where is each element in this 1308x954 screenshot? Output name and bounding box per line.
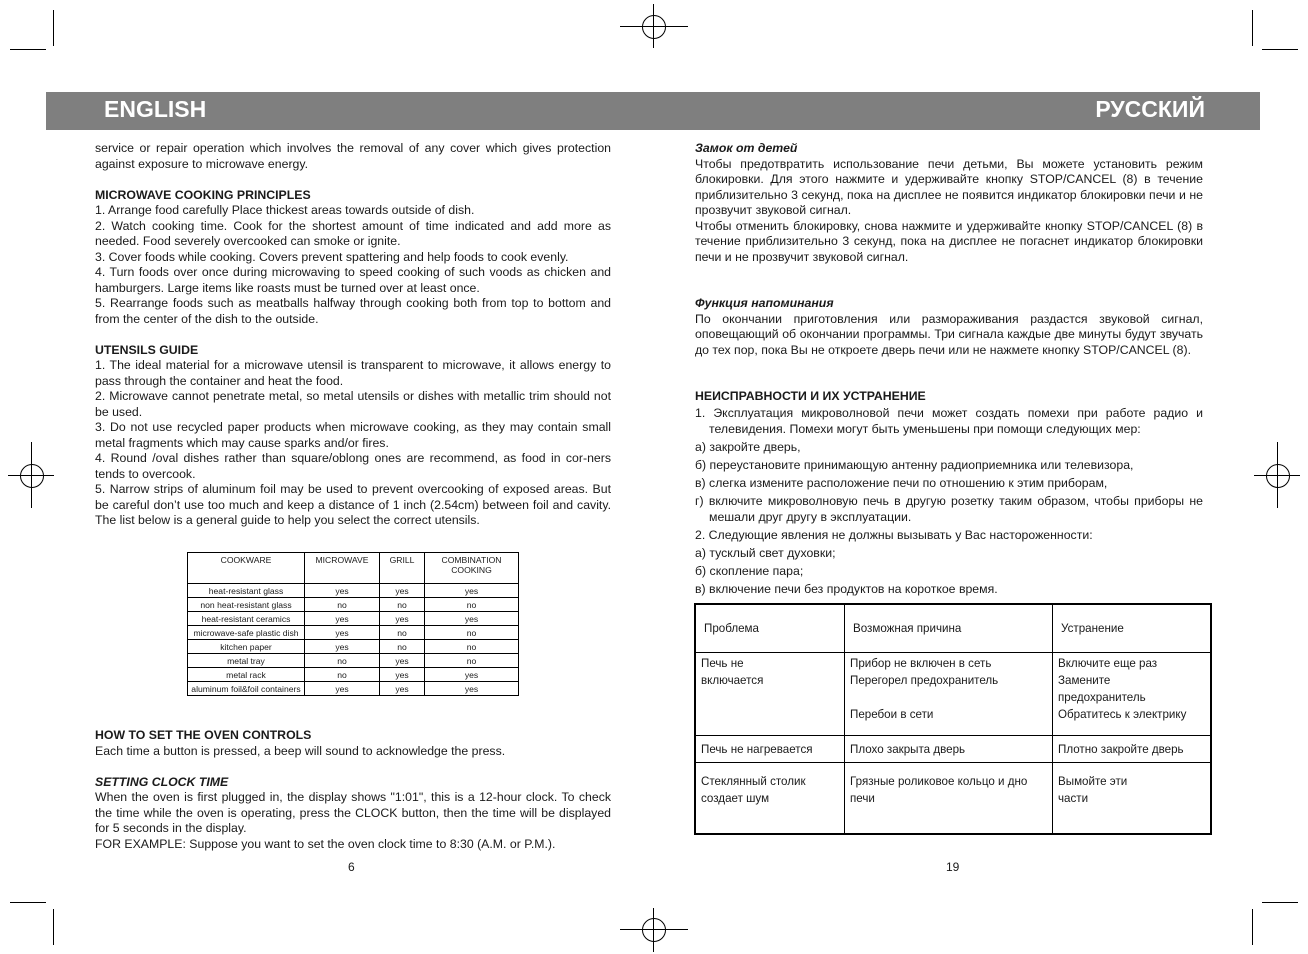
table-cell: yes xyxy=(305,682,380,696)
table-cell: heat-resistant glass xyxy=(188,584,305,598)
column-header: Устранение xyxy=(1053,604,1212,653)
table-cell: no xyxy=(305,598,380,612)
crop-mark xyxy=(10,49,46,50)
utensil-item: 5. Narrow strips of aluminum foil may be used to prevent overcooking of exposed areas. But be careful don’t use too much and keep a distance of 1 inch (2.54cm) between foil and cavity. The list below is a general guide to help you select the correct utensils. xyxy=(95,482,611,527)
table-cell: yes xyxy=(425,682,519,696)
utensil-item: 1. The ideal material for a microwave utensil is transparent to microwave, it allows energy to pass through the container and heat the food. xyxy=(95,358,611,388)
table-cell xyxy=(1053,763,1212,835)
column-header: MICROWAVE xyxy=(305,553,380,584)
troubleshooting-item: 2. Следующие явления не должны вызывать у Вас настороженности: xyxy=(695,527,1093,542)
table-cell: metal tray xyxy=(188,654,305,668)
registration-line xyxy=(620,26,688,27)
registration-line xyxy=(1277,442,1278,508)
page-number-right: 19 xyxy=(946,860,960,874)
table-cell: metal rack xyxy=(188,668,305,682)
table-cell: yes xyxy=(305,640,380,654)
cell-line xyxy=(850,689,1047,706)
registration-line xyxy=(620,929,688,930)
table-cell: no xyxy=(305,668,380,682)
russian-column xyxy=(695,141,1203,597)
table-cell xyxy=(845,653,1053,736)
table-cell: yes xyxy=(380,584,425,598)
troubleshooting-subitem: в) включение печи без продуктов на короткое время. xyxy=(695,581,998,596)
table-cell: no xyxy=(425,654,519,668)
table-row xyxy=(188,612,519,626)
cell-line: печи xyxy=(850,792,875,805)
troubleshooting-subitem: в) слегка измените расположение печи по отношению к этим приборам, xyxy=(695,475,1108,490)
cell-line: Замените xyxy=(1058,674,1111,687)
column-header: Возможная причина xyxy=(845,604,1053,653)
cell-line: создает шум xyxy=(701,792,770,805)
table-cell: yes xyxy=(305,626,380,640)
table-cell: yes xyxy=(380,612,425,626)
crop-mark xyxy=(53,10,54,46)
table-cell: no xyxy=(380,598,425,612)
table-cell: Печь не нагревается xyxy=(695,736,845,763)
table-cell: Плохо закрыта дверь xyxy=(845,736,1053,763)
cell-line: Грязные роликовое кольцо и дно xyxy=(850,775,1028,788)
cell-line: включается xyxy=(701,674,764,687)
registration-line xyxy=(31,442,32,508)
utensil-item: 3. Do not use recycled paper products when microwave cooking, as they may contain small metal fragments which may cause sparks and/or fires. xyxy=(95,420,611,450)
cell-line: Печь не xyxy=(701,657,744,670)
cell-line: предохранитель xyxy=(1058,691,1146,704)
table-cell: no xyxy=(380,640,425,654)
principles-heading: MICROWAVE COOKING PRINCIPLES xyxy=(95,187,311,202)
table-cell: yes xyxy=(380,668,425,682)
utensils-heading: UTENSILS GUIDE xyxy=(95,342,199,357)
crop-mark xyxy=(1252,909,1253,945)
table-header-row xyxy=(695,604,1211,653)
troubleshooting-item: 1. Эксплуатация микроволновой печи может создать помехи при работе радио и телевидения. Помехи могут быть уменьшены при помощи следующих мер: xyxy=(695,405,1203,436)
troubleshooting-table xyxy=(694,603,1212,835)
table-row xyxy=(188,654,519,668)
registration-mark xyxy=(20,464,44,488)
reminder-text: По окончании приготовления или размораживания раздастся звуковой сигнал, оповещающий об окончании программы. Три сигнала каждые две минуты будут звучать до тех пор, пока Вы не откроете дверь печи или не нажмете кнопку STOP/CANCEL (8). xyxy=(695,311,1203,357)
table-cell: no xyxy=(425,598,519,612)
cookware-table xyxy=(187,552,519,696)
table-cell: yes xyxy=(305,584,380,598)
troubleshooting-subitem: б) скопление пара; xyxy=(695,563,804,578)
table-cell: microwave-safe plastic dish xyxy=(188,626,305,640)
table-cell xyxy=(845,763,1053,835)
table-row xyxy=(188,598,519,612)
table-cell: kitchen paper xyxy=(188,640,305,654)
example-text: FOR EXAMPLE: Suppose you want to set the oven clock time to 8:30 (A.M. or P.M.). xyxy=(95,836,556,851)
intro-text: service or repair operation which involves the removal of any cover which gives protection against exposure to microwave energy. xyxy=(95,141,611,171)
child-lock-cancel-text: Чтобы отменить блокировку, снова нажмите и удерживайте кнопку STOP/CANCEL (8) в течение приблизительно 3 секунд, пока на дисплее не погаснет индикатор блокировки печи и не прозвучит звуковой сигнал. xyxy=(695,218,1203,264)
table-cell: Плотно закройте дверь xyxy=(1053,736,1212,763)
clock-text: When the oven is first plugged in, the display shows "1:01", this is a 12-hour clock. To check the time while the oven is operating, press the CLOCK button, then the time will be displayed for 5 seconds in the display. xyxy=(95,790,611,835)
column-header: COMBINATION COOKING xyxy=(425,553,519,584)
russian-title: РУССКИЙ xyxy=(1095,96,1205,122)
table-cell: yes xyxy=(425,612,519,626)
troubleshooting-subitem: а) тусклый свет духовки; xyxy=(695,545,836,560)
troubleshooting-heading: НЕИСПРАВНОСТИ И ИХ УСТРАНЕНИЕ xyxy=(695,389,926,403)
table-header-row xyxy=(188,553,519,584)
table-cell xyxy=(1053,653,1212,736)
registration-mark xyxy=(642,15,666,39)
crop-mark xyxy=(1262,902,1298,903)
table-row xyxy=(695,736,1211,763)
cell-line: Прибор не включен в сеть xyxy=(850,657,992,670)
crop-mark xyxy=(1262,49,1298,50)
table-cell: non heat-resistant glass xyxy=(188,598,305,612)
table-row xyxy=(188,668,519,682)
utensil-item: 2. Microwave cannot penetrate metal, so metal utensils or dishes with metallic trim should not be used. xyxy=(95,389,611,419)
utensil-item: 4. Round /oval dishes rather than square/oblong ones are recommend, as food in cor-ners tends to overcook. xyxy=(95,451,611,481)
table-row xyxy=(188,584,519,598)
table-cell: yes xyxy=(380,654,425,668)
crop-mark xyxy=(53,909,54,945)
crop-mark xyxy=(10,902,46,903)
column-header: COOKWARE xyxy=(188,553,305,584)
cell-line: части xyxy=(1058,792,1089,805)
english-title: ENGLISH xyxy=(104,96,207,122)
table-cell: yes xyxy=(305,612,380,626)
principle-item: 3. Cover foods while cooking. Covers prevent spattering and help foods to cook evenly. xyxy=(95,249,569,264)
english-column xyxy=(95,141,611,529)
controls-heading: HOW TO SET THE OVEN CONTROLS xyxy=(95,728,312,742)
page-number-left: 6 xyxy=(348,860,355,874)
principle-item: 5. Rearrange foods such as meatballs halfway through cooking both from top to bottom and from the center of the dish to the outside. xyxy=(95,296,611,326)
table-row xyxy=(188,682,519,696)
child-lock-heading: Замок от детей xyxy=(695,141,798,155)
table-cell: yes xyxy=(425,584,519,598)
child-lock-text: Чтобы предотвратить использование печи детьми, Вы можете установить режим блокировки. Для этого нажмите и удерживайте кнопку STOP/CANCEL (8) в течение приблизительно 3 секунд, пока на дисплее не появится индикатор блокировки печи и не прозвучит звуковой сигнал. xyxy=(695,156,1203,217)
registration-mark xyxy=(642,918,666,942)
controls-text: Each time a button is pressed, a beep will sound to acknowledge the press. xyxy=(95,743,506,758)
table-cell: no xyxy=(425,626,519,640)
reminder-heading: Функция напоминания xyxy=(695,296,834,310)
table-row xyxy=(695,653,1211,736)
table-cell: aluminum foil&foil containers xyxy=(188,682,305,696)
cell-line: Включите еще раз xyxy=(1058,657,1158,670)
table-cell: heat-resistant ceramics xyxy=(188,612,305,626)
cell-line: Перебои в сети xyxy=(850,708,934,721)
principle-item: 4. Turn foods over once during microwaving to speed cooking of such voods as chicken and hamburgers. Large items like roasts must be turned over at least once. xyxy=(95,265,611,295)
column-header: Проблема xyxy=(695,604,845,653)
english-column-lower xyxy=(95,728,611,852)
table-cell: no xyxy=(425,640,519,654)
table-row xyxy=(188,626,519,640)
principle-item: 2. Watch cooking time. Cook for the shortest amount of time indicated and add more as needed. Food severely overcooked can smoke or ignite. xyxy=(95,218,611,248)
clock-heading: SETTING CLOCK TIME xyxy=(95,774,229,789)
cell-line: Стеклянный столик xyxy=(701,775,806,788)
registration-mark xyxy=(1266,464,1290,488)
table-cell: yes xyxy=(380,682,425,696)
table-cell xyxy=(695,653,845,736)
registration-line xyxy=(653,908,654,952)
cell-line: Обратитесь к электрику xyxy=(1058,708,1187,721)
principle-item: 1. Arrange food carefully Place thickest areas towards outside of dish. xyxy=(95,203,475,217)
troubleshooting-subitem: б) переустановите принимающую антенну радиоприемника или телевизора, xyxy=(695,457,1134,472)
language-banner xyxy=(46,92,1260,130)
troubleshooting-subitem: г) включите микроволновую печь в другую розетку таким образом, чтобы приборы не мешали друг другу в эксплуатации. xyxy=(695,493,1203,524)
column-header: GRILL xyxy=(380,553,425,584)
table-cell xyxy=(695,763,845,835)
table-cell: no xyxy=(380,626,425,640)
cell-line: Перегорел предохранитель xyxy=(850,674,999,687)
table-row xyxy=(188,640,519,654)
troubleshooting-subitem: а) закройте дверь, xyxy=(695,439,801,454)
cell-line: Вымойте эти xyxy=(1058,775,1128,788)
table-row xyxy=(695,763,1211,835)
table-cell: no xyxy=(305,654,380,668)
table-cell: yes xyxy=(425,668,519,682)
registration-line xyxy=(653,4,654,48)
crop-mark xyxy=(1252,10,1253,46)
